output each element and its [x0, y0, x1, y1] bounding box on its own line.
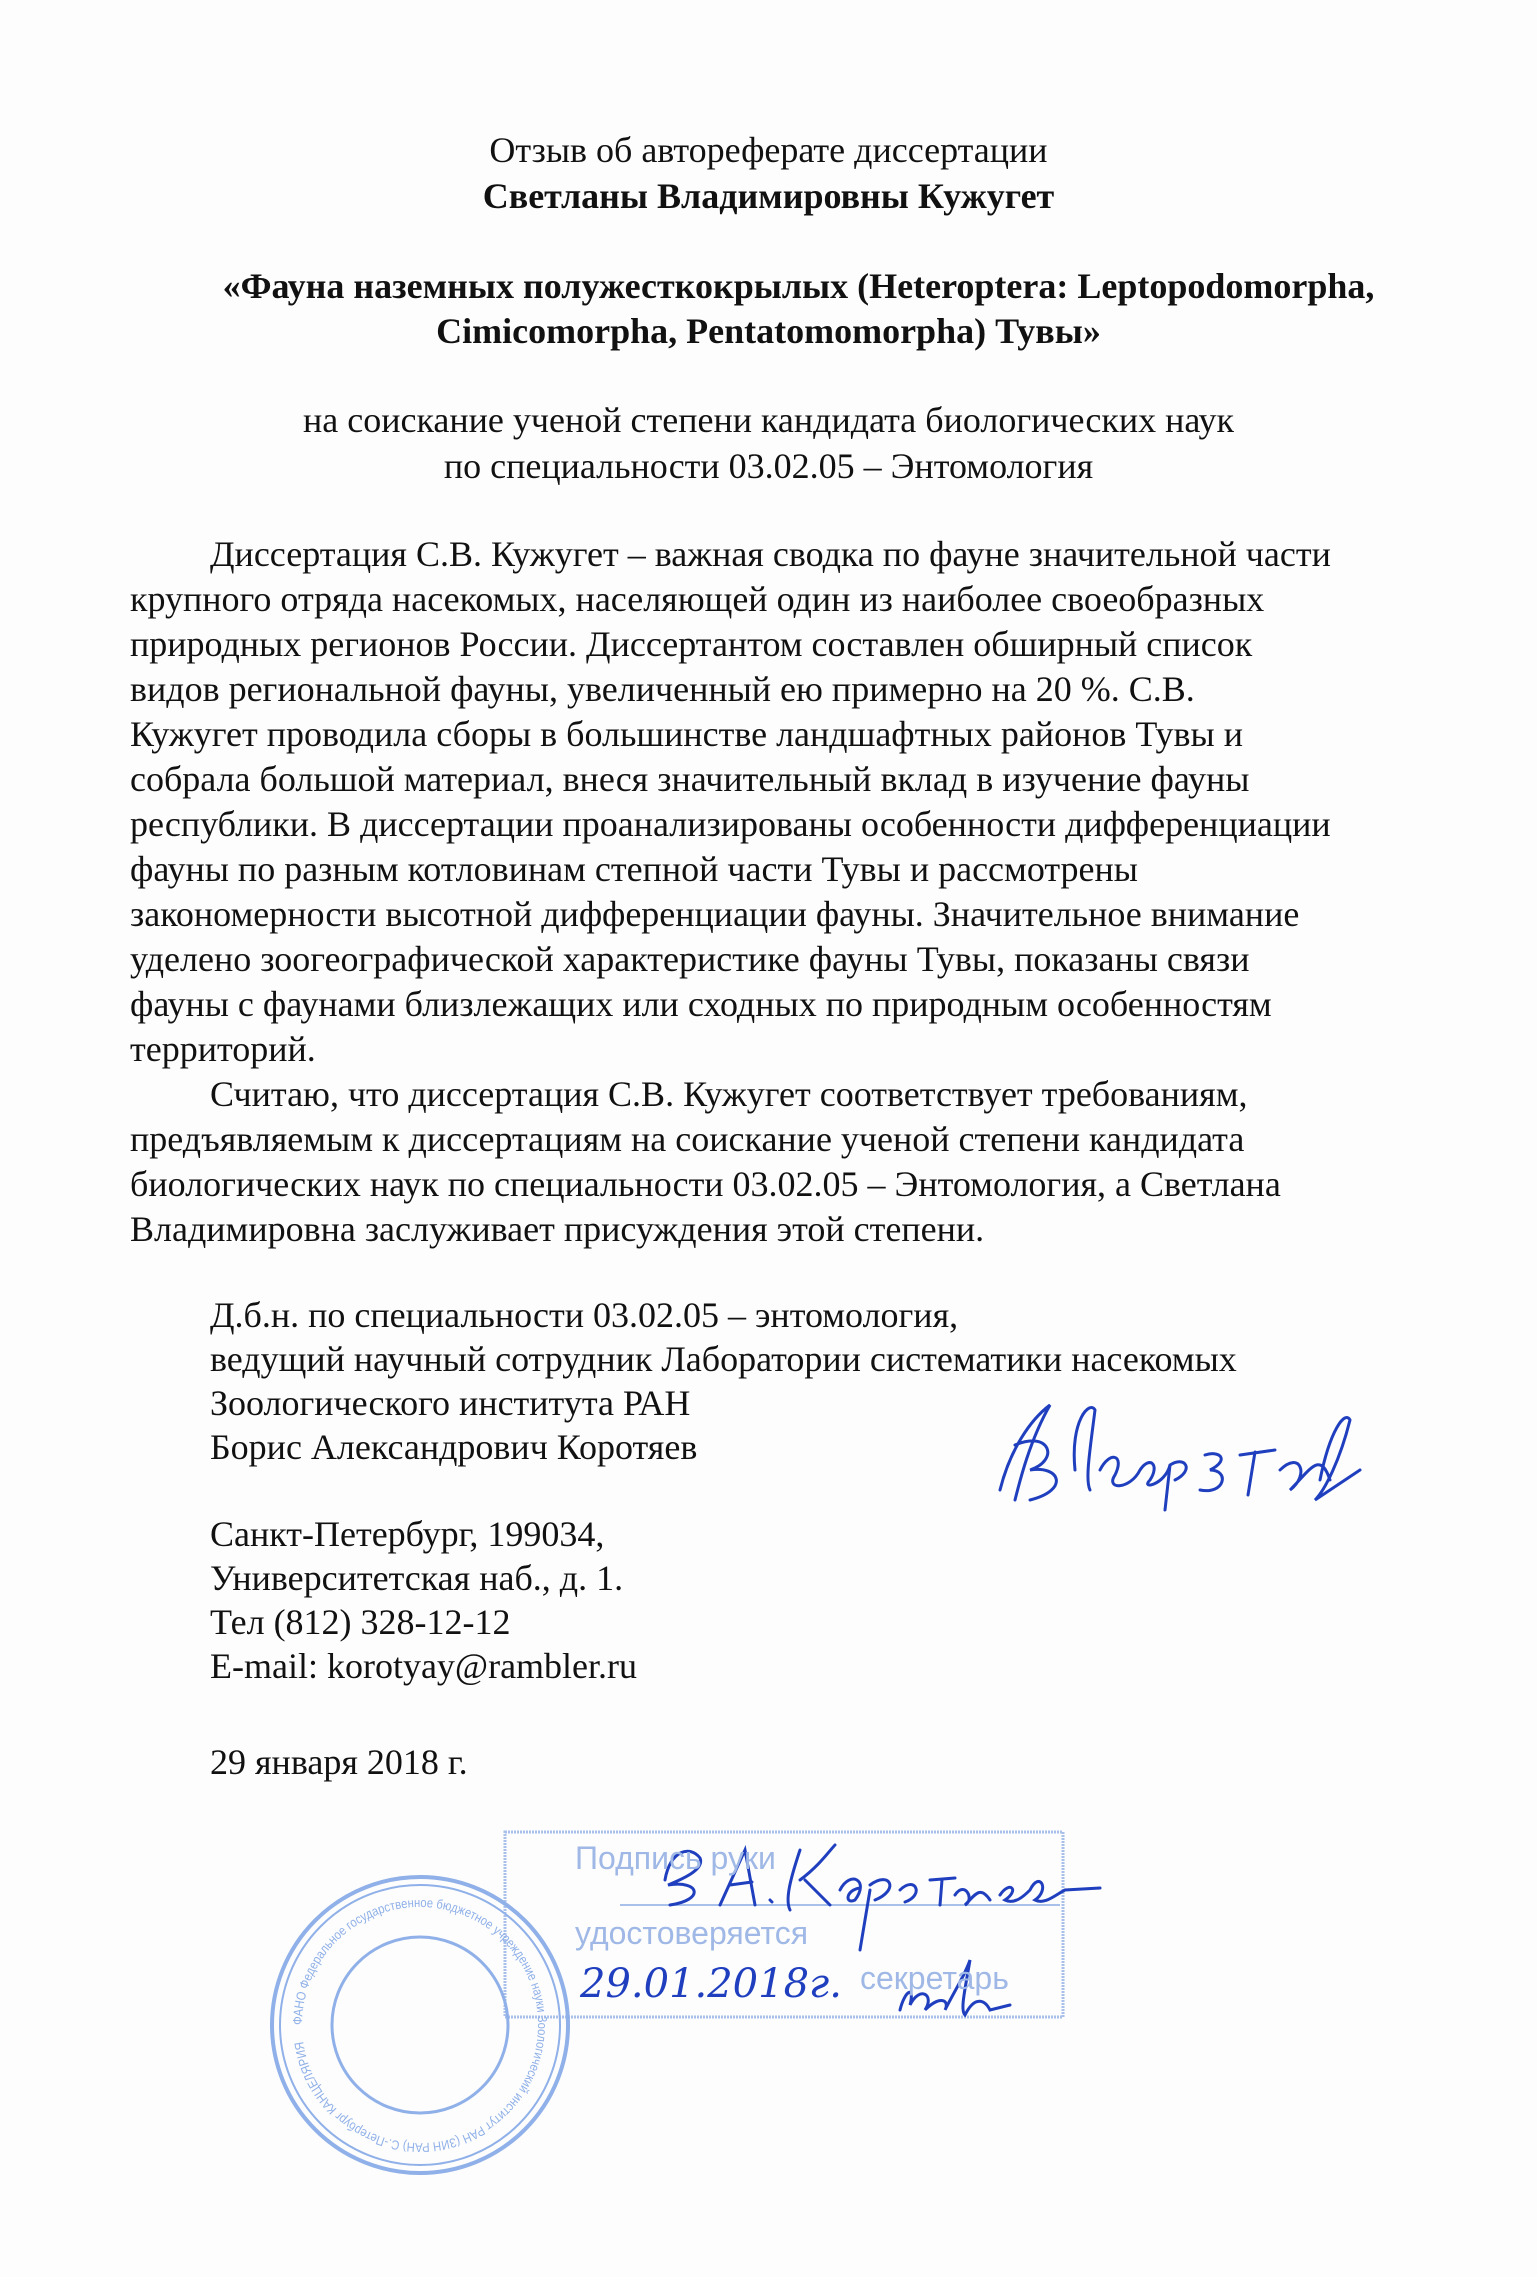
text-line: предъявляемым к диссертациям на соискание ученой степени кандидата [130, 1119, 1245, 1159]
text-line: ведущий научный сотрудник Лаборатории систематики насекомых [210, 1339, 1237, 1379]
text-line: Д.б.н. по специальности 03.02.05 – энтомология, [210, 1295, 959, 1335]
stamp-box-line: секретарь [860, 1960, 1009, 1996]
text-line: собрала большой материал, внеся значительный вклад в изучение фауны [130, 759, 1250, 799]
text-line: Зоологического института РАН [210, 1383, 691, 1423]
specialty-line: по специальности 03.02.05 – Энтомология [443, 446, 1094, 486]
text-line: фауны с фаунами близлежащих или сходных по природным особенностям [130, 984, 1272, 1024]
handwritten-date: 29.01.2018г. [580, 1961, 842, 2007]
text-line: уделено зоогеографической характеристике фауны Тувы, показаны связи [130, 939, 1250, 979]
text-line: Кужугет проводила сборы в большинстве ландшафтных районов Тувы и [130, 714, 1243, 754]
text-line: биологических наук по специальности 03.02.05 – Энтомология, а Светлана [130, 1164, 1281, 1204]
text-line: Санкт-Петербург, 199034, [210, 1514, 605, 1554]
text-line: закономерности высотной дифференциации фауны. Значительное внимание [130, 894, 1300, 934]
text-line: Считаю, что диссертация С.В. Кужугет соответствует требованиям, [210, 1074, 1248, 1114]
text-line: Владимировна заслуживает присуждения этой степени. [130, 1209, 985, 1249]
text-line: природных регионов России. Диссертантом составлен обширный список [130, 624, 1253, 664]
stamp-box-line: Подпись руки [575, 1840, 776, 1876]
text-line: Диссертация С.В. Кужугет – важная сводка по фауне значительной части [210, 534, 1331, 574]
degree-line: на соискание ученой степени кандидата биологических наук [303, 400, 1234, 440]
text-line: Тел (812) 328-12-12 [210, 1602, 511, 1642]
text-line: Борис Александрович Коротяев [210, 1427, 698, 1467]
dissertation-title-line: «Фауна наземных полужесткокрылых (Heteroptera: Leptopodomorpha, [222, 266, 1375, 306]
text-line: территорий. [130, 1029, 316, 1069]
candidate-name: Светланы Владимировны Кужугет [482, 176, 1055, 216]
stamp-box-line: удостоверяется [575, 1915, 809, 1951]
text-line: видов региональной фауны, увеличенный ею примерно на 20 %. С.В. [130, 669, 1195, 709]
svg-text:ФАНО Федеральное государственн [290, 1895, 550, 2155]
seal-text: ФАНО Федеральное государственное бюджетное учреждение науки Зоологический институт РАН (ЗИН РАН) С.-Петербург КАНЦЕЛЯРИЯ [289, 1894, 551, 2156]
text-line: Университетская наб., д. 1. [210, 1558, 624, 1598]
text-line: крупного отряда насекомых, населяющей один из наиболее своеобразных [130, 579, 1265, 619]
header-line: Отзыв об автореферате диссертации [489, 130, 1048, 170]
text-line: E-mail: korotyay@rambler.ru [210, 1646, 638, 1686]
text-line: фауны по разным котловинам степной части Тувы и рассмотрены [130, 849, 1138, 889]
text-line: республики. В диссертации проанализированы особенности дифференциации [130, 804, 1331, 844]
dissertation-title-line: Cimicomorpha, Pentatomomorpha) Тувы» [436, 311, 1101, 351]
document-date: 29 января 2018 г. [210, 1742, 468, 1782]
